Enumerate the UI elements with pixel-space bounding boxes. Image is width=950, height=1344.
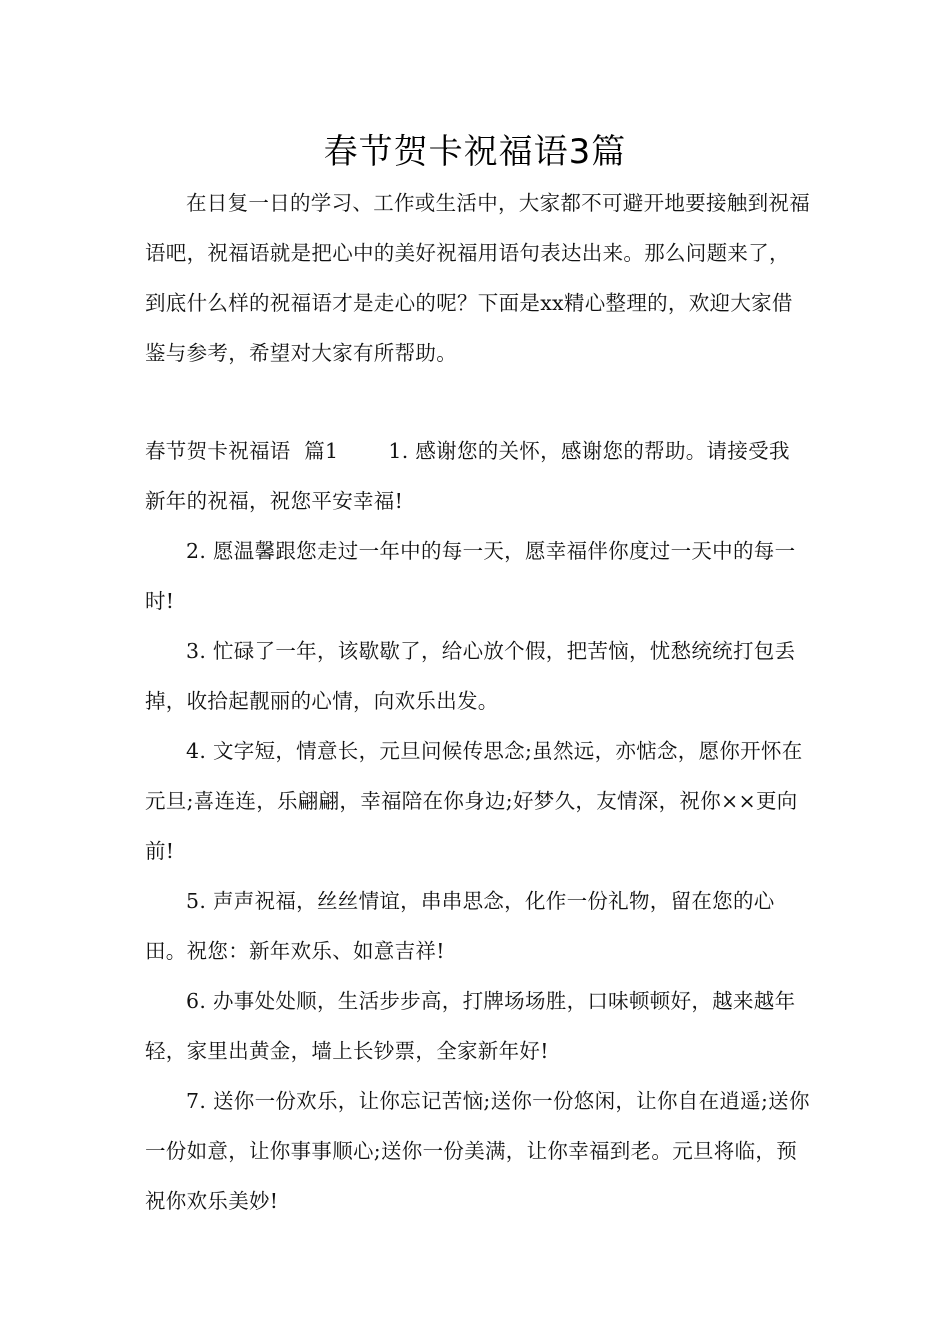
list-item: 6. 办事处处顺，生活步步高，打牌场场胜，口味顿顿好，越来越年轻，家里出黄金，墙上长钞票，全家新年好!	[145, 989, 796, 1063]
section-heading: 春节贺卡祝福语 篇1	[145, 439, 339, 463]
list-item: 4. 文字短，情意长，元旦问候传思念;虽然远，亦惦念，愿你开怀在元旦;喜连连，乐翩翩，幸福陪在你身边;好梦久，友情深，祝你××更向前!	[145, 739, 803, 863]
list-item: 5. 声声祝福，丝丝情谊，串串思念，化作一份礼物，留在您的心田。祝您：新年欢乐、如意吉祥!	[145, 889, 775, 963]
greetings-list	[145, 426, 810, 1226]
list-item: 7. 送你一份欢乐，让你忘记苦恼;送你一份悠闲，让你自在逍遥;送你一份如意，让你事事顺心;送你一份美满，让你幸福到老。元旦将临，预祝你欢乐美妙!	[145, 1089, 810, 1213]
document-title: 春节贺卡祝福语3篇	[323, 132, 627, 172]
list-item: 3. 忙碌了一年，该歇歇了，给心放个假，把苦恼，忧愁统统打包丢掉，收拾起靓丽的心情，向欢乐出发。	[145, 639, 796, 713]
intro-paragraph: 在日复一日的学习、工作或生活中，大家都不可避开地要接触到祝福语吧，祝福语就是把心中的美好祝福用语句表达出来。那么问题来了，到底什么样的祝福语才是走心的呢？下面是xx精心整理的，欢迎大家借鉴与参考，希望对大家有所帮助。	[145, 191, 810, 365]
list-item-text: 1. 感谢您的关怀，感谢您的帮助。请接受我新年的祝福，祝您平安幸福!	[145, 439, 790, 513]
list-item	[145, 426, 810, 526]
list-item: 2. 愿温馨跟您走过一年中的每一天，愿幸福伴你度过一天中的每一时!	[145, 539, 796, 613]
